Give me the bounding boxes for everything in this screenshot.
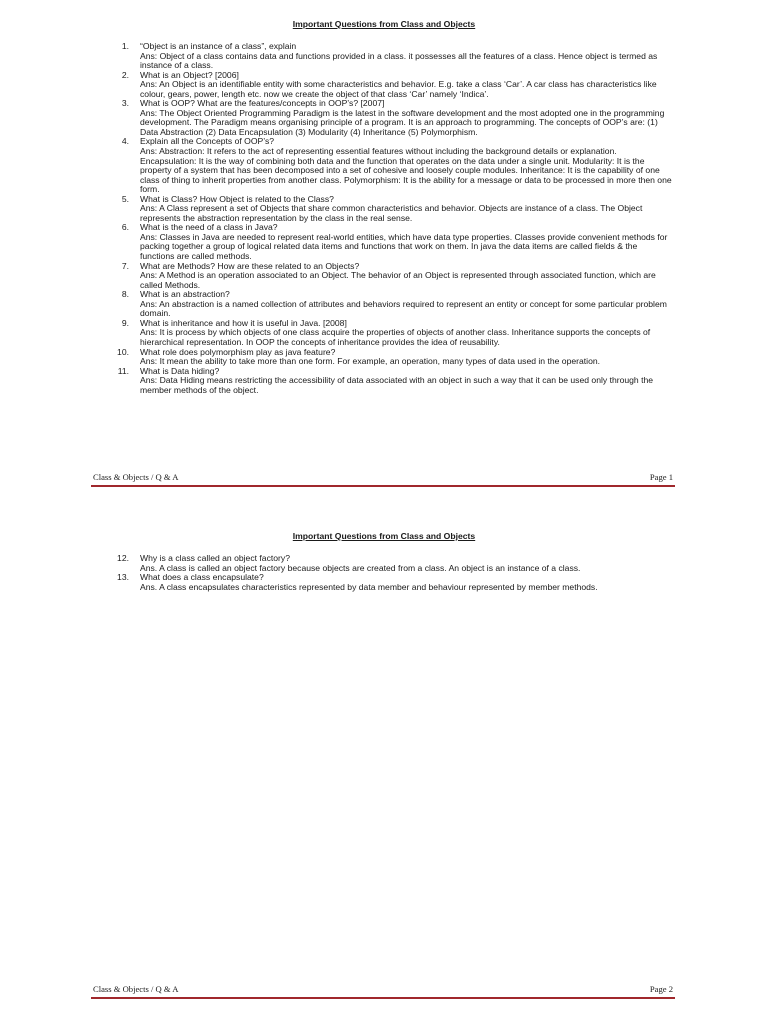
answer-text: Ans: It is process by which objects of one class acquire the properties of objects of another class. Inheritance supports the concepts of hierarchical representation. In OOP the concepts of inheritance provides the idea of reusability. [140, 327, 651, 347]
question-item [112, 290, 672, 319]
question-text: What is Data hiding? [140, 365, 220, 376]
answer-text: Ans: It mean the ability to take more than one form. For example, an operation, many types of data used in the operation. [140, 356, 601, 367]
question-number: 9. [121, 317, 129, 328]
question-number: 12. [117, 553, 129, 563]
question-item [112, 42, 672, 71]
question-item [112, 367, 672, 396]
question-number: 11. [117, 365, 129, 376]
question-text: What is an Object? [2006] [140, 69, 239, 80]
question-text: What is an abstraction? [140, 289, 230, 300]
question-number: 10. [117, 346, 129, 357]
question-text: What does a class encapsulate? [140, 572, 264, 583]
answer-text: Ans: A Class represent a set of Objects that share common characteristics and behavior. Objects are instance of a class. The Object represents the abstraction representation by the class in the real sense. [140, 203, 643, 223]
question-item [112, 99, 672, 137]
question-item [112, 262, 672, 291]
question-item [112, 71, 672, 100]
question-text: What is OOP? What are the features/concepts in OOP’s? [2007] [140, 98, 385, 109]
question-number: 13. [117, 572, 129, 583]
question-text: What are Methods? How are these related to an Objects? [140, 260, 360, 271]
answer-text: Ans: A Method is an operation associated to an Object. The behavior of an Object is represented through associated function, which are called Methods. [140, 270, 656, 290]
question-text: What role does polymorphism play as java feature? [140, 346, 336, 357]
question-text: What is Class? How Object is related to the Class? [140, 193, 334, 204]
question-number: 8. [121, 289, 129, 300]
answer-text: Ans: The Object Oriented Programming Paradigm is the latest in the software development and the most adopted one in the programming development. The Paradigm means organising principle of a program. It is an approach to programming. The concepts of OOP’s are: (1) Data Abstraction (2) Data Encapsulation (3) Modularity (4) Inheritance (5) Polymorphism. [140, 107, 665, 137]
question-text: Why is a class called an object factory? [140, 553, 290, 563]
page-footer [91, 470, 675, 487]
question-item [112, 554, 672, 573]
question-item [112, 348, 672, 367]
page-footer [91, 982, 675, 999]
answer-text: Ans: An Object is an identifiable entity with some characteristics and behavior. E.g. take a class ‘Car’. A car class has characteristics like colour, gears, power, length etc. now we create the object of that class ‘Car’ namely ‘Indica’. [140, 79, 657, 99]
question-item [112, 319, 672, 348]
question-text: What is the need of a class in Java? [140, 222, 278, 233]
answer-text: Ans: Data Hiding means restricting the accessibility of data associated with an object in such a way that it can be used only through the member methods of the object. [140, 375, 654, 395]
footer-page-number: Page 2 [649, 984, 673, 994]
question-number: 7. [121, 260, 129, 271]
answer-text: Ans. A class is called an object factory because objects are created from a class. An object is an instance of a class. [140, 562, 581, 573]
question-item [112, 195, 672, 224]
answer-text: Ans: Object of a class contains data and functions provided in a class. it possesses all the features of a class. Hence object is termed as instance of a class. [140, 50, 658, 71]
answer-text: Ans. A class encapsulates characteristics represented by data member and behaviour represented by member methods. [140, 581, 598, 592]
question-item [112, 137, 672, 194]
question-text: “Object is an instance of a class”, explain [140, 41, 297, 51]
answer-text: Ans: Classes in Java are needed to represent real-world entities, which have data type properties. Classes provide convenient methods for packing together a group of logical related data items and functions that work on them. In java the data items are called fields & the functions are called methods. [140, 231, 668, 262]
question-list [112, 554, 672, 592]
question-number: 1. [121, 41, 129, 51]
question-text: What is inheritance and how it is useful in Java. [2008] [140, 317, 347, 328]
page-title: Important Questions from Class and Objects [292, 19, 476, 29]
question-number: 4. [121, 136, 129, 147]
question-number: 2. [121, 69, 129, 80]
question-number: 6. [121, 222, 129, 233]
question-number: 3. [121, 98, 129, 109]
answer-text: Ans: Abstraction: It refers to the act of representing essential features without including the background details or explanation. Encapsulation: It is the way of combining both data and the function that operates on the data under a single unit. Modularity: It is the property of a system that has been decomposed into a set of cohesive and loosely couple modules. Inheritance: It is the capability of one class of thing to inherit properties from another class. Polymorphism: It is the ability for a message or data to be processed in more then one form. [140, 146, 672, 195]
page-title: Important Questions from Class and Objects [292, 531, 476, 541]
footer-doc-name: Class & Objects / Q & A [93, 472, 179, 482]
question-item [112, 223, 672, 261]
footer-page-number: Page 1 [649, 472, 673, 482]
question-text: Explain all the Concepts of OOP’s? [140, 136, 275, 147]
question-number: 5. [121, 193, 129, 204]
footer-doc-name: Class & Objects / Q & A [93, 984, 179, 994]
answer-text: Ans: An abstraction is a named collection of attributes and behaviors required to represent an entity or concept for some particular problem domain. [140, 298, 667, 319]
question-item [112, 573, 672, 592]
question-list [112, 42, 672, 395]
